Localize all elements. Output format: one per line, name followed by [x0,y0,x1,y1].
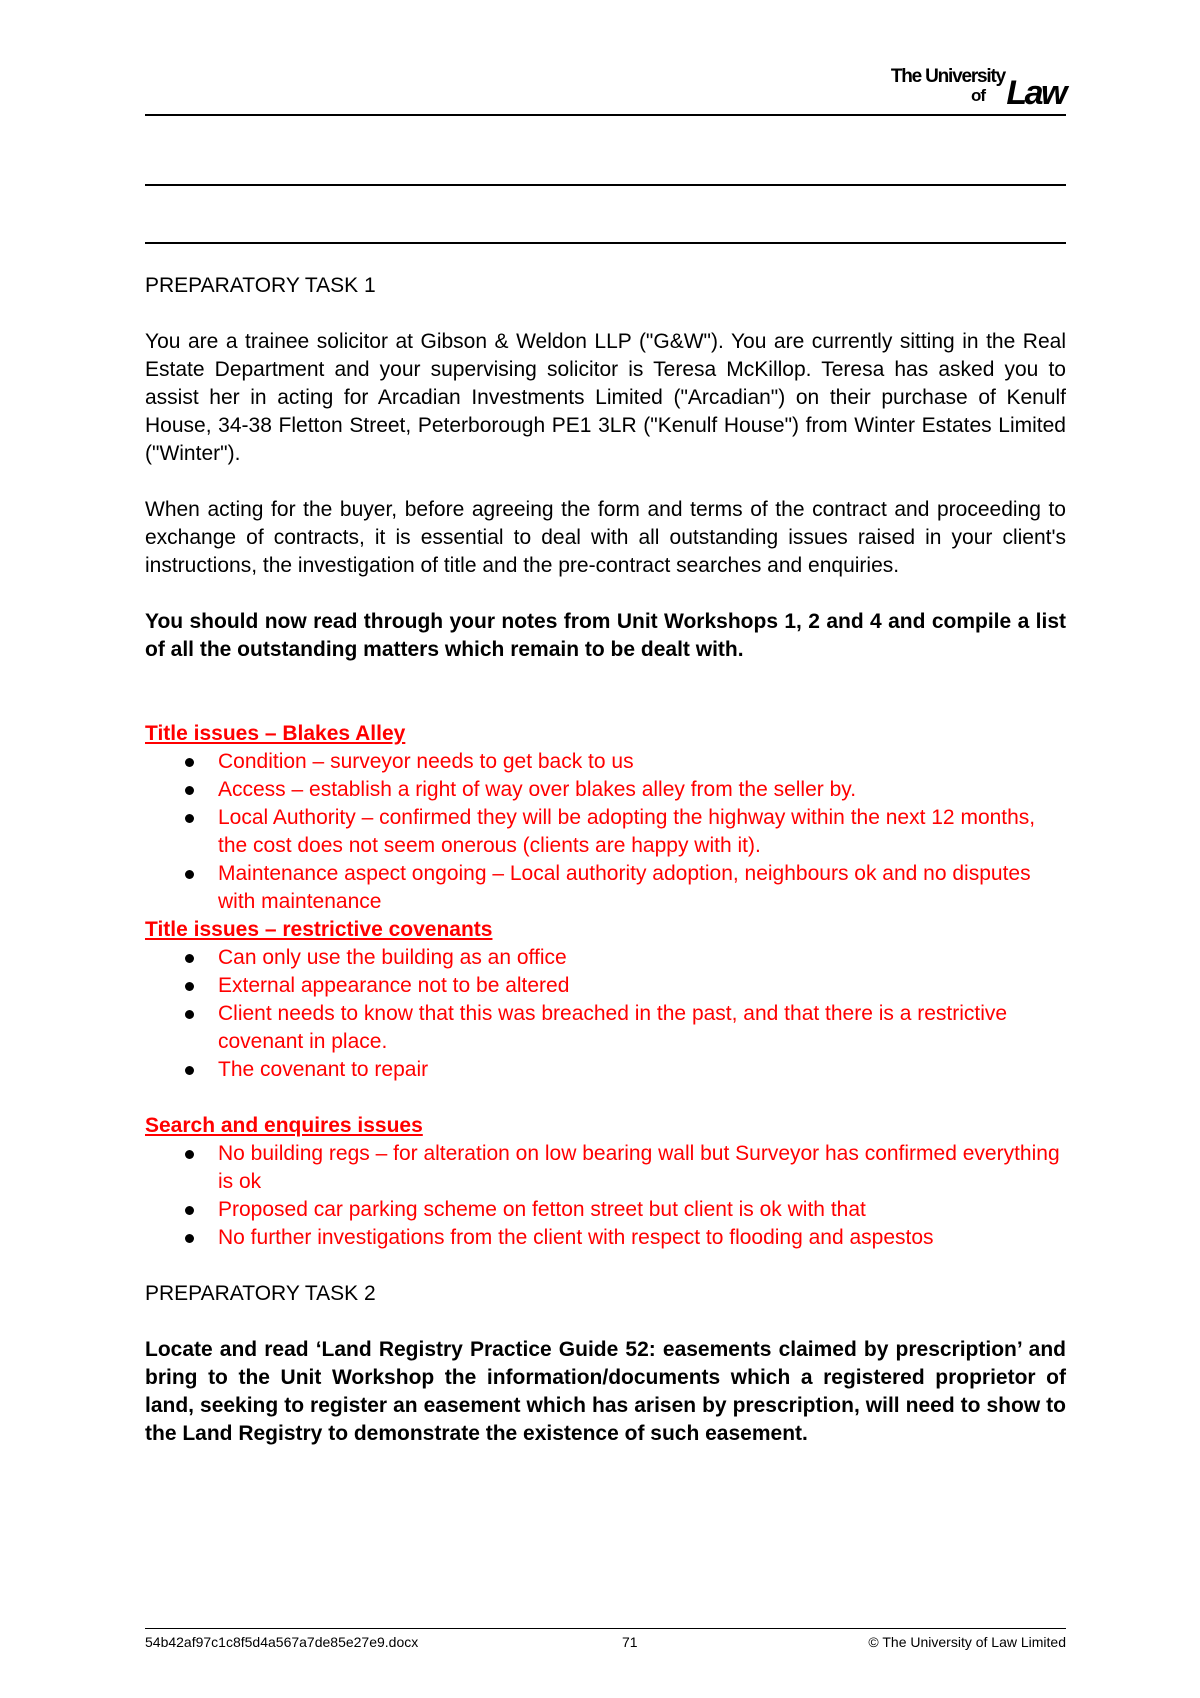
logo-text-law: Law [1006,74,1065,112]
task1-intro-paragraph: You are a trainee solicitor at Gibson & Weldon LLP ("G&W"). You are currently sitting in the Real Estate Department and your supervising solicitor is Teresa McKillop. Teresa has asked you to assist her in acting for Arcadian Investments Limited ("Arcadian") on their purchase of Kenulf House, 34-38 Fletton Street, Peterborough PE1 3LR ("Kenulf House") from Winter Estates Limited ("Winter"). [145,330,1066,465]
section-search-enquiries [145,1112,1066,1252]
list-item: Maintenance aspect ongoing – Local authority adoption, neighbours ok and no disputes with maintenance [145,860,1066,916]
footer-copyright: © The University of Law Limited [868,1634,1066,1650]
document-body [145,272,1066,1448]
list-item: No further investigations from the client with respect to flooding and aspestos [145,1224,1066,1252]
list-item: Can only use the building as an office [145,944,1066,972]
section-title: Title issues – Blakes Alley [145,722,406,745]
task2-heading: PREPARATORY TASK 2 [145,1282,376,1305]
logo-text-the-university: The University [890,66,1005,87]
list-item: External appearance not to be altered [145,972,1066,1000]
list-item: Local Authority – confirmed they will be adopting the highway within the next 12 months, the cost does not seem onerous (clients are happy with it). [145,804,1066,860]
footer-rule [145,1628,1066,1629]
section-title: Search and enquires issues [145,1114,423,1137]
logo-text-of: of [970,86,985,105]
header-rule-2 [145,184,1066,186]
footer-filename: 54b42af97c1c8f5d4a567a7de85e27e9.docx [145,1634,419,1650]
section-title: Title issues – restrictive covenants [145,918,493,941]
bullet-list [145,944,1066,1084]
task1-heading: PREPARATORY TASK 1 [145,274,376,297]
bullet-list [145,748,1066,916]
header-rule-1 [145,114,1066,116]
header-rule-3 [145,242,1066,244]
university-of-law-logo [845,62,1065,110]
section-restrictive-covenants [145,916,1066,1084]
list-item: Access – establish a right of way over blakes alley from the seller by. [145,776,1066,804]
task1-context-paragraph: When acting for the buyer, before agreeing the form and terms of the contract and proceeding to exchange of contracts, it is essential to deal with all outstanding issues raised in your client's instructions, the investigation of title and the pre-contract searches and enquiries. [145,498,1066,577]
section-blakes-alley [145,720,1066,916]
footer-page-number: 71 [622,1634,638,1650]
list-item: Condition – surveyor needs to get back to us [145,748,1066,776]
list-item: No building regs – for alteration on low bearing wall but Surveyor has confirmed everything is ok [145,1140,1066,1196]
list-item: Proposed car parking scheme on fetton street but client is ok with that [145,1196,1066,1224]
task2-body: Locate and read ‘Land Registry Practice Guide 52: easements claimed by prescription’ and bring to the Unit Workshop the information/documents which a registered proprietor of land, seeking to register an easement which has arisen by prescription, will need to show to the Land Registry to demonstrate the existence of such easement. [145,1338,1066,1445]
list-item: Client needs to know that this was breached in the past, and that there is a restrictive covenant in place. [145,1000,1066,1056]
bullet-list [145,1140,1066,1252]
list-item: The covenant to repair [145,1056,1066,1084]
task1-instruction: You should now read through your notes from Unit Workshops 1, 2 and 4 and compile a list of all the outstanding matters which remain to be dealt with. [145,610,1066,661]
